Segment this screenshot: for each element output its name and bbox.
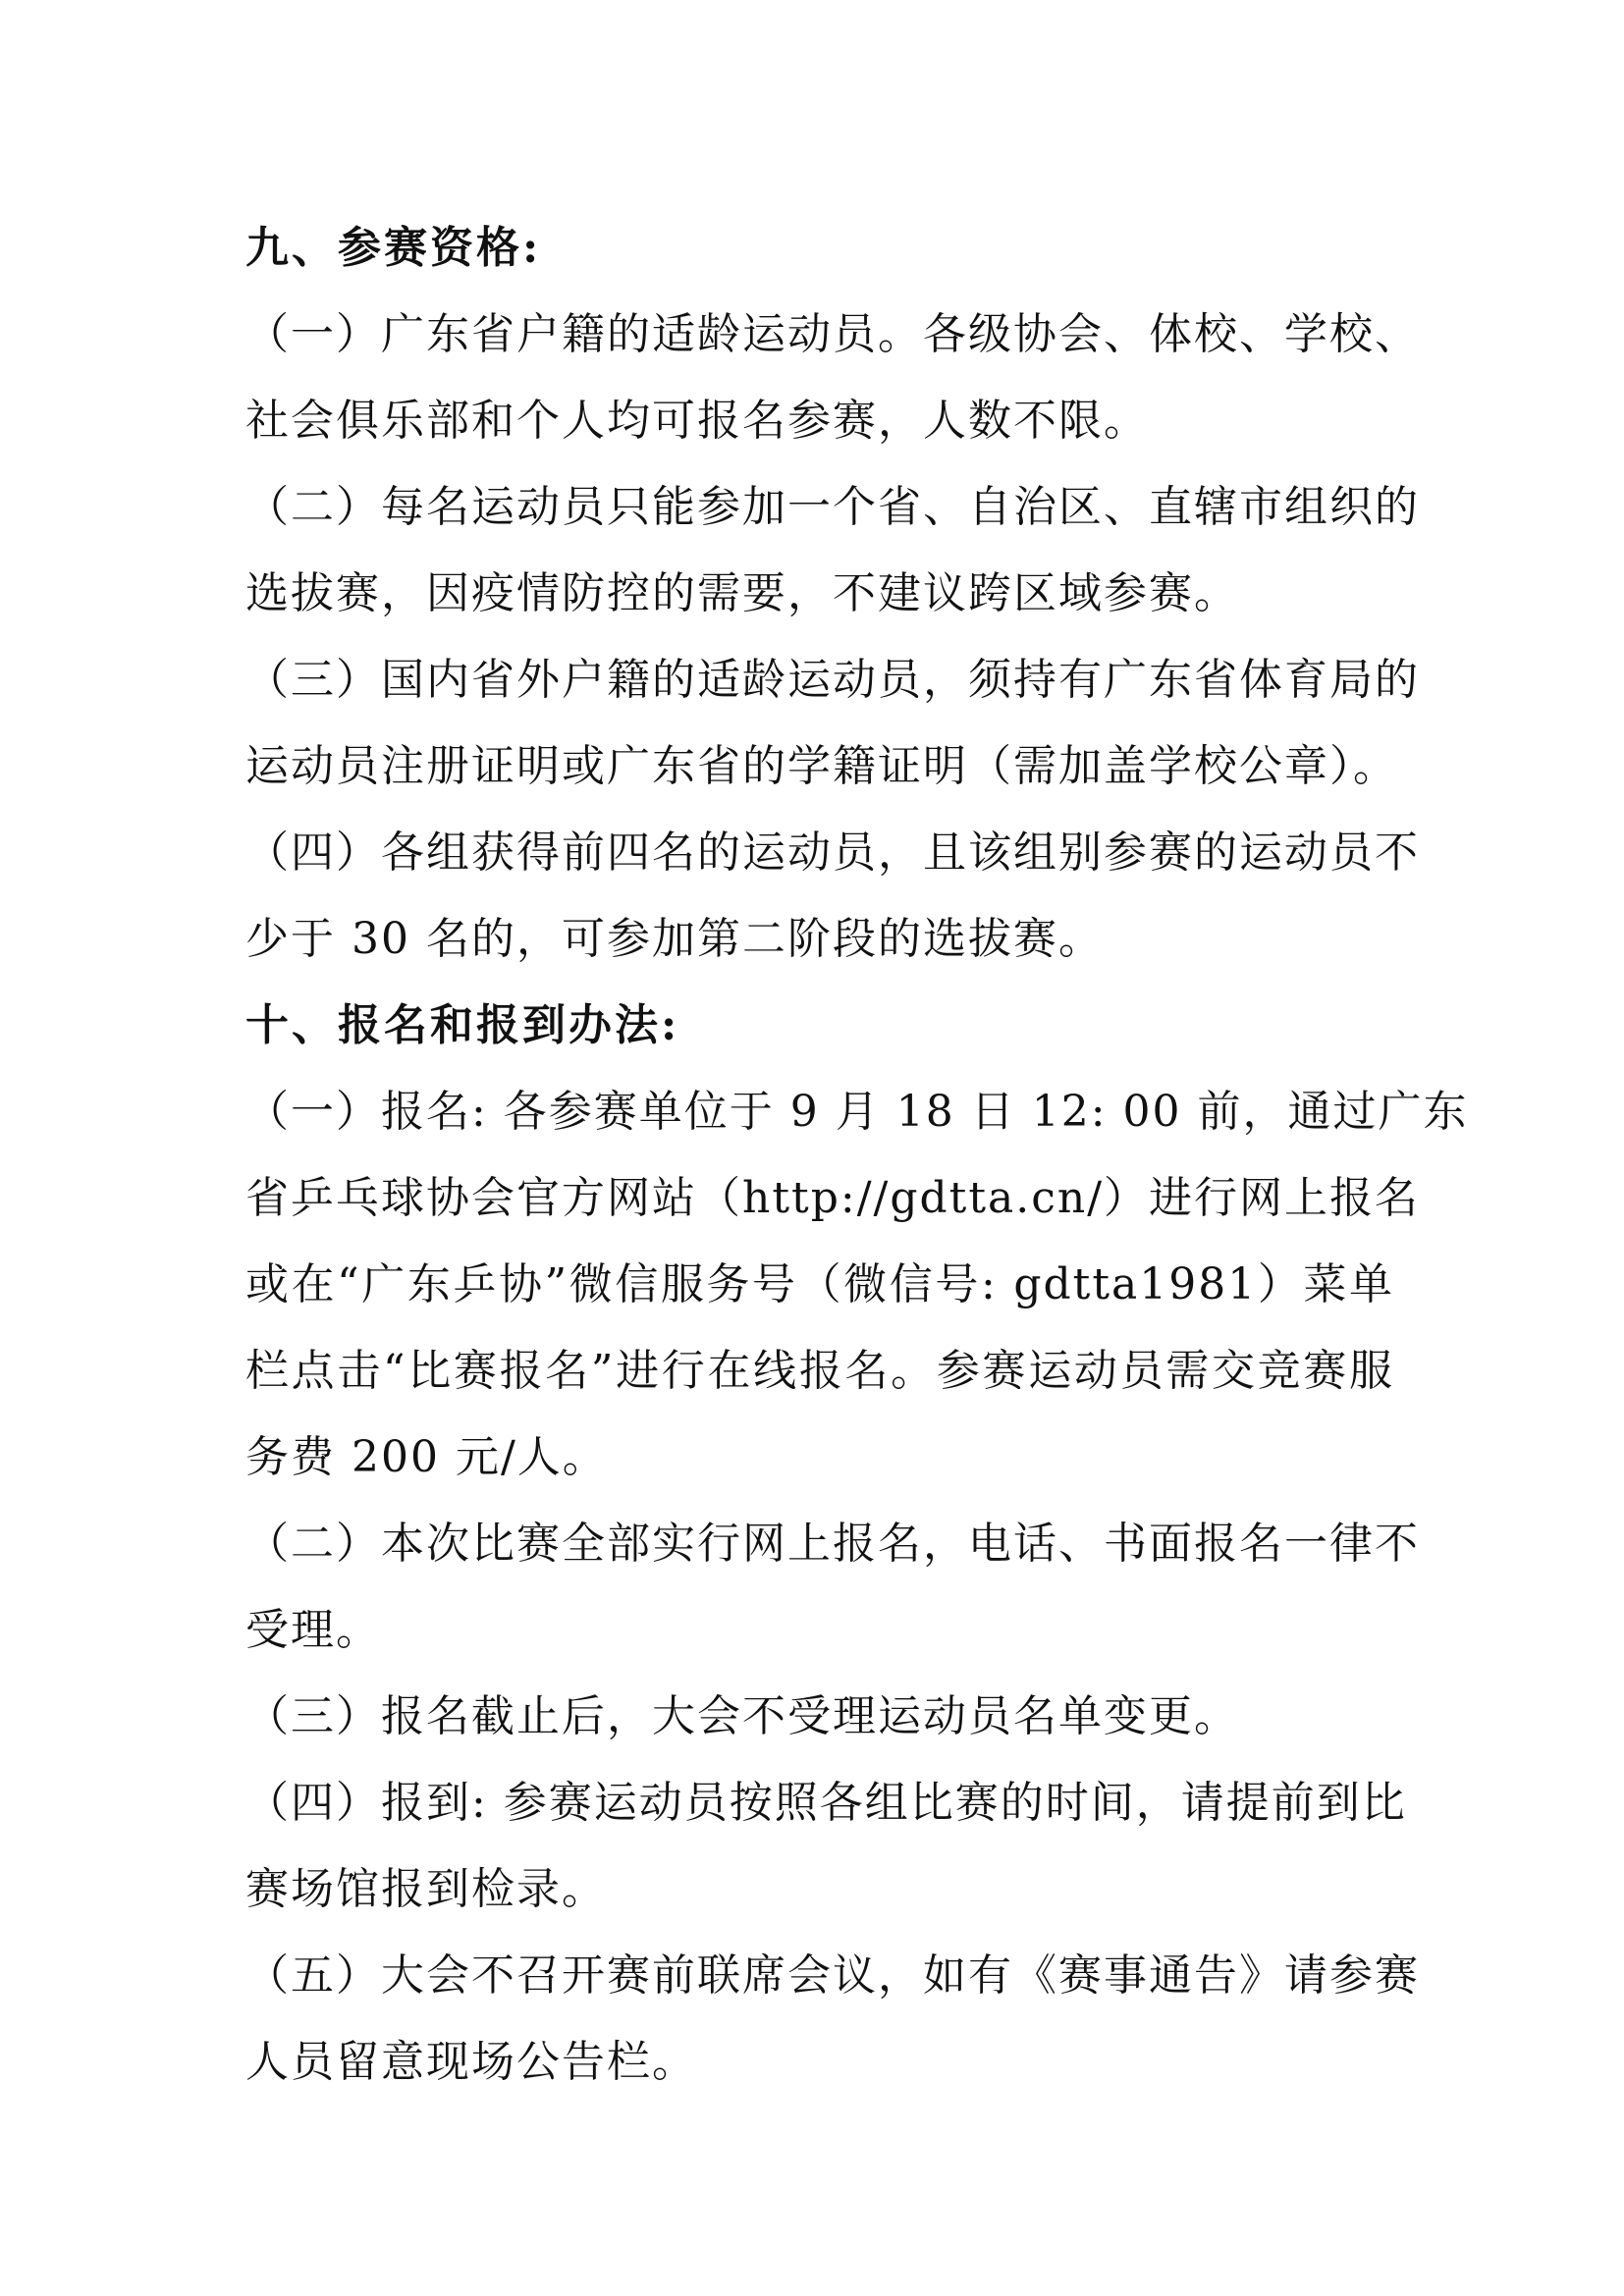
paragraph-line: 社会俱乐部和个人均可报名参赛，人数不限。 xyxy=(245,396,1149,446)
paragraph-line: 选拔赛，因疫情防控的需要，不建议跨区域参赛。 xyxy=(245,568,1239,618)
paragraph-line: 栏点击“比赛报名”进行在线报名。参赛运动员需交竞赛服 xyxy=(245,1346,1394,1396)
section-9-heading: 九、参赛资格: xyxy=(245,223,542,273)
paragraph-line: 少于 30 名的，可参加第二阶段的选拔赛。 xyxy=(245,914,1104,964)
paragraph-line: （一）广东省户籍的适龄运动员。各级协会、体校、学校、 xyxy=(245,309,1420,359)
paragraph-line: （三）国内省外户籍的适龄运动员，须持有广东省体育局的 xyxy=(245,655,1420,705)
paragraph-line: （四）各组获得前四名的运动员，且该组别参赛的运动员不 xyxy=(245,828,1420,878)
paragraph-line: （二）本次比赛全部实行网上报名，电话、书面报名一律不 xyxy=(245,1519,1420,1569)
paragraph-line: 人员留意现场公告栏。 xyxy=(245,2037,697,2087)
paragraph-line: （四）报到: 参赛运动员按照各组比赛的时间，请提前到比 xyxy=(245,1778,1407,1828)
paragraph-line: 或在“广东乒协”微信服务号（微信号: gdtta1981）菜单 xyxy=(245,1259,1394,1309)
paragraph-line: （一）报名: 各参赛单位于 9 月 18 日 12: 00 前，通过广东 xyxy=(245,1087,1469,1137)
paragraph-line: 务费 200 元/人。 xyxy=(245,1432,608,1482)
section-10-heading: 十、报名和报到办法: xyxy=(245,1000,680,1050)
paragraph-line: 赛场馆报到检录。 xyxy=(245,1864,607,1914)
paragraph-line: 运动员注册证明或广东省的学籍证明（需加盖学校公章）。 xyxy=(245,741,1398,791)
paragraph-line: （五）大会不召开赛前联席会议，如有《赛事通告》请参赛 xyxy=(245,1950,1420,2001)
paragraph-line: 省乒乓球协会官方网站（http://gdtta.cn/）进行网上报名 xyxy=(245,1173,1421,1223)
paragraph-line: （二）每名运动员只能参加一个省、自治区、直辖市组织的 xyxy=(245,482,1420,532)
paragraph-line: （三）报名截止后，大会不受理运动员名单变更。 xyxy=(245,1691,1239,1741)
paragraph-line: 受理。 xyxy=(245,1605,381,1655)
